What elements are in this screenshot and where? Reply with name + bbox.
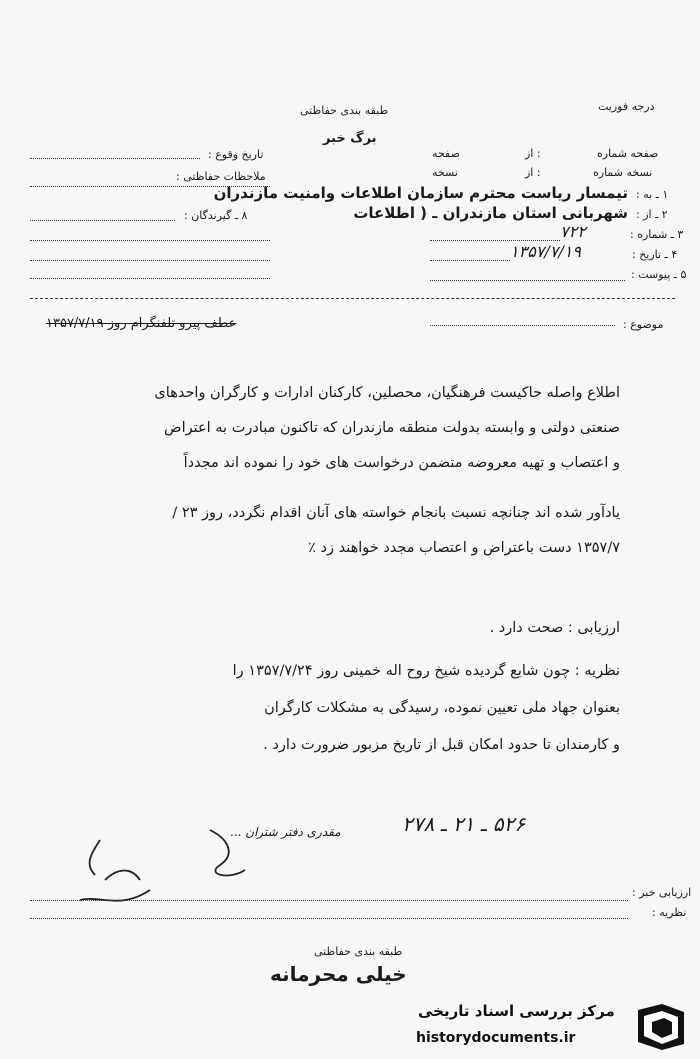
footer-opinion-label: نظریه : bbox=[652, 906, 687, 919]
page-label: صفحه bbox=[432, 147, 460, 160]
classification-stamp: خیلی محرمانه bbox=[270, 962, 407, 986]
priority-label: درجه فوریت bbox=[598, 100, 655, 113]
body-line-3: و اعتصاب و تهیه معروضه متضمن درخواست های خود را نموده اند مجدداً bbox=[183, 455, 620, 471]
classification-top: طبقه بندی حفاظتی bbox=[300, 104, 389, 117]
subject-label: موضوع : bbox=[623, 318, 664, 331]
handwritten-number: ۵۲۶ ـ ۲۱ ـ ۲۷۸ bbox=[402, 812, 526, 836]
separator bbox=[30, 298, 675, 299]
signature-scribble bbox=[60, 820, 260, 920]
attachment-line bbox=[430, 280, 625, 281]
opinion-line-2: بعنوان جهاد ملی تعیین نموده، رسیدگی به مشکلات کارگران bbox=[264, 700, 620, 716]
watermark-org: مرکز بررسی اسناد تاریخی bbox=[418, 1002, 615, 1020]
attachment-label: ۵ ـ پیوست : bbox=[631, 268, 687, 281]
number-label: ۳ ـ شماره : bbox=[630, 228, 684, 241]
opinion-line-3: و کارمندان تا حدود امکان قبل از تاریخ مزبور ضرورت دارد . bbox=[263, 737, 620, 753]
date-label: ۴ ـ تاریخ : bbox=[632, 248, 678, 261]
subject-line bbox=[430, 325, 615, 326]
watermark-logo-icon bbox=[632, 1000, 690, 1052]
watermark-url: historydocuments.ir bbox=[416, 1030, 576, 1046]
evaluation: ارزیابی : صحت دارد . bbox=[489, 620, 620, 636]
recipients-label: ۸ ـ گیرندگان : bbox=[184, 209, 248, 222]
number-line bbox=[430, 240, 560, 241]
footer-line-2 bbox=[30, 918, 628, 919]
to-value: تیمسار ریاست محترم سازمان اطلاعات وامنیت مازندران bbox=[213, 184, 628, 202]
copy-label: نسخه bbox=[432, 166, 458, 179]
classification-bottom: طبقه بندی حفاظتی bbox=[314, 945, 403, 958]
of-label-1: : از bbox=[525, 147, 541, 160]
recipients-line-4 bbox=[30, 278, 270, 279]
subject-value: عطف پیرو تلفنگرام روز ۱۳۵۷/۷/۱۹ bbox=[46, 316, 237, 331]
event-date-line bbox=[30, 158, 200, 159]
security-notes-label: ملاحظات حفاظتی : bbox=[176, 170, 266, 183]
document-type: برگ خبر bbox=[323, 131, 377, 146]
of-label-2: : از bbox=[525, 166, 541, 179]
body-line-1: اطلاع واصله حاکیست فرهنگیان، محصلین، کارکنان ادارات و کارگران واحدهای bbox=[154, 385, 620, 401]
recipients-line-2 bbox=[30, 240, 270, 241]
opinion-line-1: نظریه : چون شایع گردیده شیخ روح اله خمینی روز ۱۳۵۷/۷/۲۴ را bbox=[232, 663, 620, 679]
date-value: ۱۳۵۷/۷/۱۹ bbox=[510, 242, 581, 261]
recipients-line-3 bbox=[30, 260, 270, 261]
recipients-line-1 bbox=[30, 220, 175, 221]
body-line-2: صنعتی دولتی و وابسته بدولت منطقه مازندران که تاکنون مبادرت به اعتراض bbox=[164, 420, 620, 436]
footer-evaluation-label: ارزیابی خبر : bbox=[632, 886, 692, 899]
handwritten-note: مقدری دفتر شتران ... bbox=[230, 825, 341, 839]
from-label: ۲ ـ از : bbox=[636, 208, 668, 221]
copy-number-label: نسخه شماره bbox=[593, 166, 653, 179]
body-line-5: ۱۳۵۷/۷ دست باعتراض و اعتصاب مجدد خواهند زد ٪ bbox=[308, 540, 620, 556]
page-number-label: صفحه شماره bbox=[597, 147, 659, 160]
event-date-label: تاریخ وقوع : bbox=[208, 148, 264, 161]
body-line-4: یادآور شده اند چنانچه نسبت بانجام خواسته های آنان اقدام نگردد، روز ۲۳ / bbox=[172, 505, 620, 521]
to-label: ۱ ـ به : bbox=[636, 188, 669, 201]
date-line bbox=[430, 260, 510, 261]
footer-line-1 bbox=[30, 900, 628, 901]
from-value: شهربانی استان مازندران ـ ( اطلاعات bbox=[353, 204, 628, 222]
number-value: ۷۲۲ bbox=[560, 222, 586, 241]
